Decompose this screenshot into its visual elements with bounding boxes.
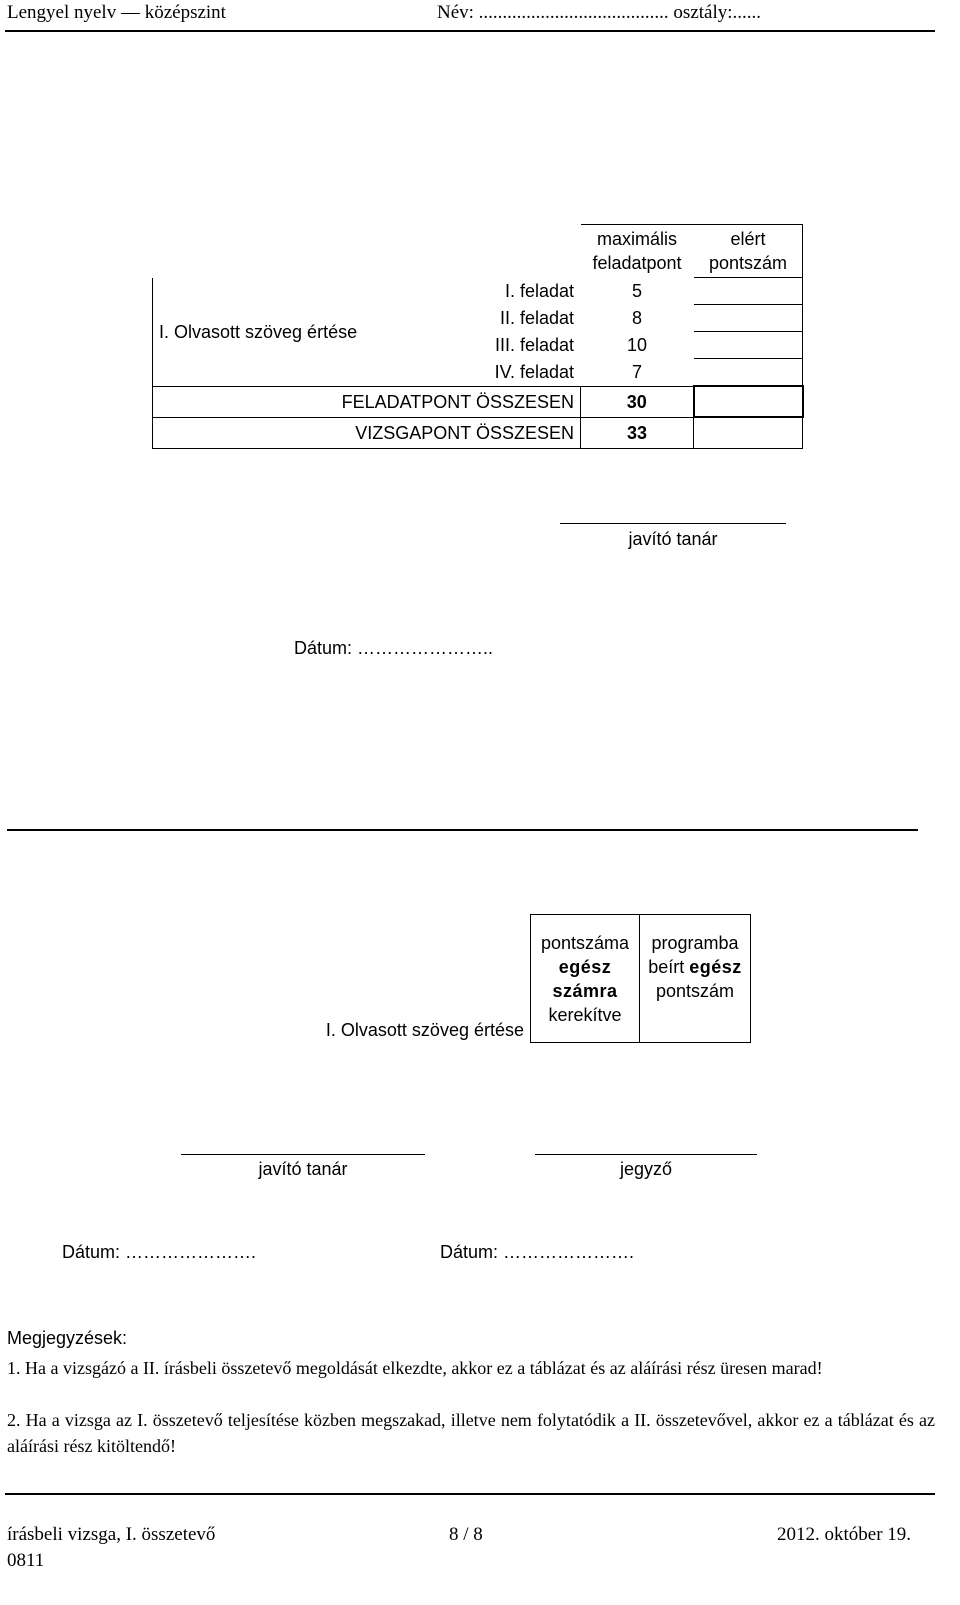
section-label: I. Olvasott szöveg értése [325, 1019, 524, 1040]
note-item: 2. Ha a vizsga az I. összetevő teljesítése közben megszakad, illetve nem folytatódik a II. összetevővel, akkor ez a táblázat és az aláírási rész kitöltendő! [7, 1410, 935, 1456]
task-achieved [694, 305, 803, 332]
header-name-class: Név: ........................................ osztály:...... [437, 2, 762, 23]
signature-label-notary: jegyző [619, 1159, 673, 1179]
footer-code: 0811 [7, 1550, 45, 1571]
signature-label-teacher: javító tanár [258, 1159, 348, 1179]
footer-date: 2012. október 19. [777, 1524, 912, 1545]
header-rule [5, 30, 935, 32]
task-total-achieved [694, 386, 803, 417]
date-field: Dátum: ………………….. [294, 638, 494, 658]
section-label: I. Olvasott szöveg értése [153, 278, 428, 387]
footer-rule [5, 1493, 935, 1495]
task-total-label: FELADATPONT ÖSSZESEN [153, 386, 581, 417]
task-label: II. feladat [499, 308, 574, 328]
task-max: 5 [581, 278, 694, 305]
task-achieved [694, 278, 803, 305]
exam-total-achieved [694, 417, 803, 448]
section-separator [7, 829, 918, 831]
header-achieved-points: elért pontszám [694, 225, 803, 278]
header-max-points: maximális feladatpont [581, 225, 694, 278]
signature-line [181, 1154, 425, 1155]
signature-line [535, 1154, 757, 1155]
date-field: Dátum: …………………. [440, 1242, 635, 1262]
signature-line [560, 523, 786, 524]
notes-title: Megjegyzések: [7, 1328, 128, 1348]
score-table [152, 224, 804, 449]
exam-total-label: VIZSGAPONT ÖSSZESEN [153, 417, 581, 448]
header-subject: Lengyel nyelv — középszint [7, 2, 226, 23]
task-label: III. feladat [494, 335, 574, 355]
date-field: Dátum: …………………. [62, 1242, 257, 1262]
note-item: 1. Ha a vizsgázó a II. írásbeli összetevő megoldását elkezdte, akkor ez a táblázat és az aláírási rész üresen marad! [7, 1358, 823, 1378]
task-label: IV. feladat [428, 359, 581, 387]
program-points-cell: programba beírt egész pontszám [640, 915, 751, 1043]
task-max: 8 [581, 305, 694, 332]
signature-label: javító tanár [628, 529, 718, 549]
task-achieved [694, 332, 803, 359]
task-label: I. feladat [428, 278, 581, 305]
footer-exam: írásbeli vizsga, I. összetevő [7, 1524, 216, 1545]
score-table-rounded [292, 914, 751, 1043]
task-achieved [694, 359, 803, 387]
task-max: 10 [581, 332, 694, 359]
page-number: 8 / 8 [449, 1524, 483, 1545]
exam-total-max: 33 [581, 417, 694, 448]
rounded-points-cell: pontszáma egész számra kerekítve [531, 915, 640, 1043]
task-max: 7 [581, 359, 694, 387]
task-total-max: 30 [581, 386, 694, 417]
